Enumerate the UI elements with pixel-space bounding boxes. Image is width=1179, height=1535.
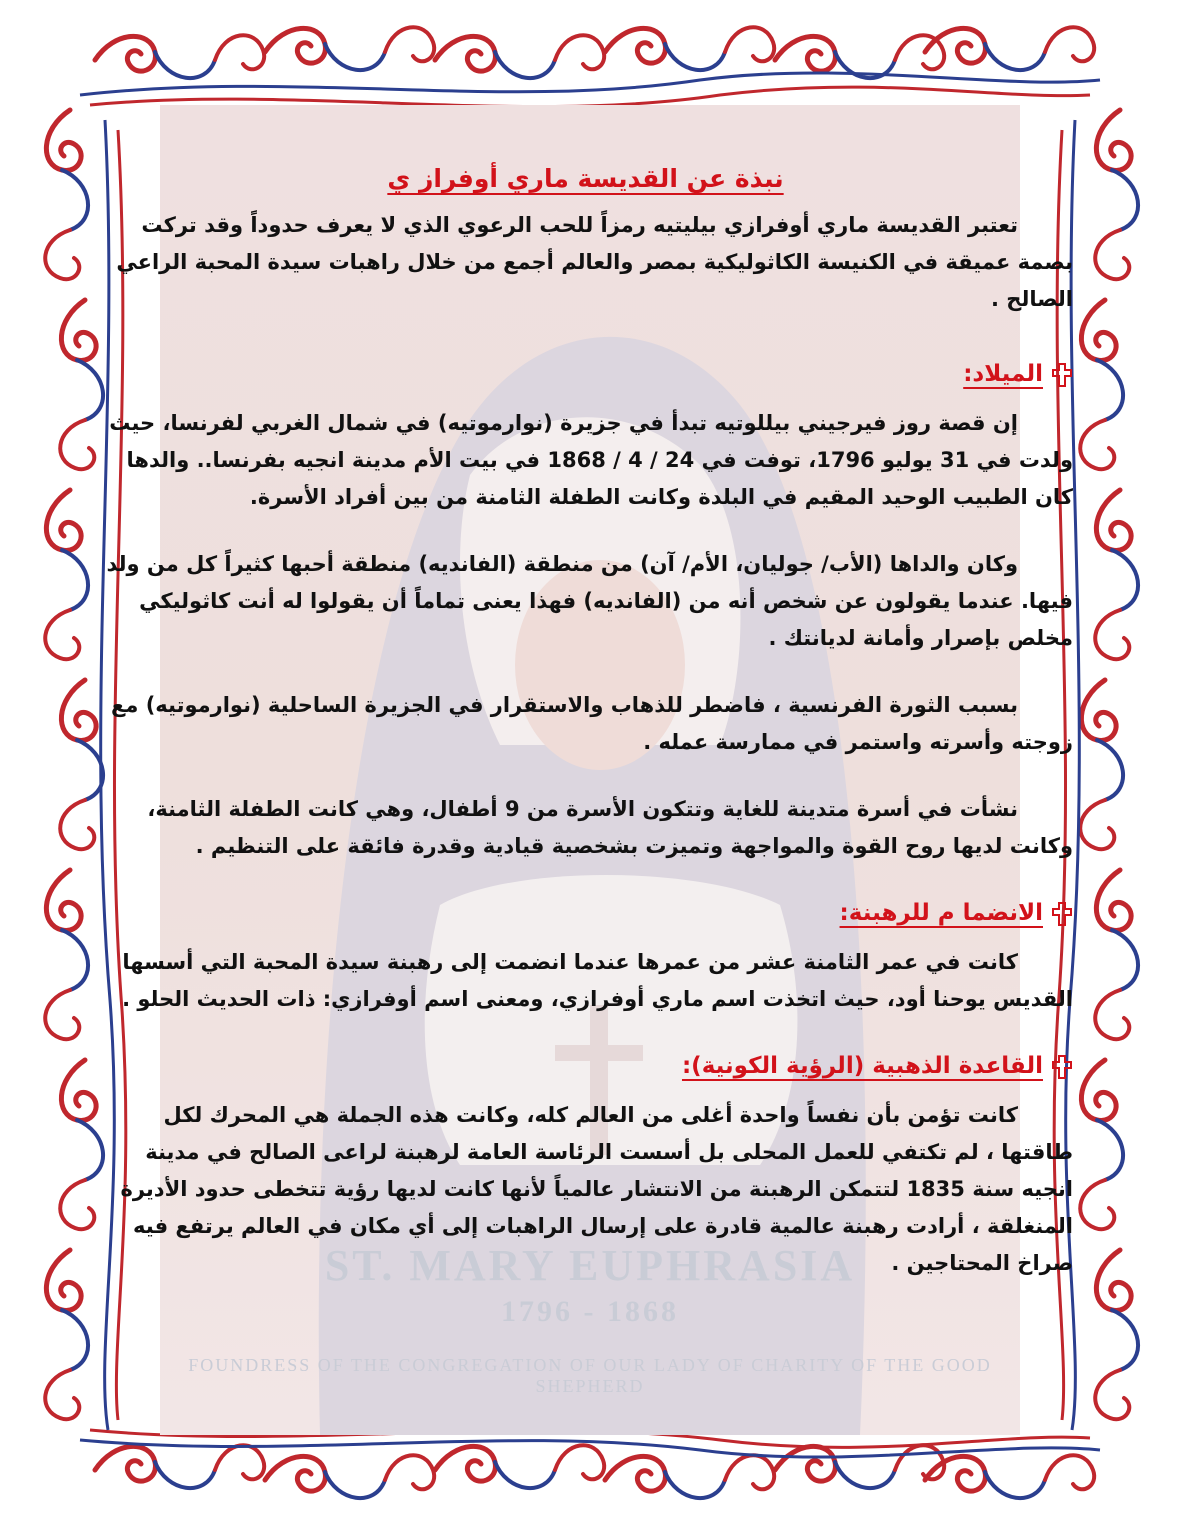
top-border — [80, 27, 1100, 106]
cross-icon — [1051, 902, 1073, 926]
article-body — [98, 160, 1073, 1312]
birth-paragraph-4: نشأت في أسرة متدينة للغاية وتتكون الأسرة من 9 أطفال، وهي كانت الطفلة الثامنة، وكانت لديها روح القوة والمواجهة وتميزت بشخصية قيادية وقدرة فائقة على التنظيم . — [147, 797, 1073, 858]
section-heading-text: القاعدة الذهبية (الرؤية الكونية): — [681, 1053, 1043, 1079]
portrait-caption-name: ST. MARY EUPHRASIA — [324, 1241, 856, 1290]
bottom-border — [80, 1430, 1100, 1498]
document-title: نبذة عن القديسة ماري أوفراز ي — [387, 164, 784, 193]
portrait-caption-subtitle: FOUNDRESS OF THE CONGREGATION OF OUR LADY OF CHARITY OF THE GOOD SHEPHERD — [188, 1355, 992, 1396]
birth-paragraph-3: بسبب الثورة الفرنسية ، فاضطر للذهاب والاستقرار في الجزيرة الساحلية (نوارموتيه) مع زوجته وأسرته واستمر في ممارسة عمله . — [111, 693, 1073, 754]
portrait-caption-years: 1796 - 1868 — [501, 1295, 679, 1328]
cross-icon — [1051, 1055, 1073, 1079]
section-heading-text: الانضما م للرهبنة: — [839, 900, 1043, 926]
intro-paragraph: تعتبر القديسة ماري أوفرازي بيليتيه رمزاً للحب الرعوي الذي لا يعرف حدوداً وقد تركت بصمة عميقة في الكنيسة الكاثوليكية بمصر والعالم أجمع من خلال راهبات سيدة المحبة الراعي الصالح . — [116, 213, 1073, 311]
cross-icon — [1051, 363, 1073, 387]
section-heading-golden-rule — [98, 1048, 1073, 1085]
section-heading-joining — [98, 895, 1073, 932]
section-heading-text: الميلاد: — [963, 361, 1043, 387]
birth-paragraph-1: إن قصة روز فيرجيني بيللوتيه تبدأ في جزيرة (نوارموتيه) في شمال الغربي لفرنسا، حيث ولدت في 31 يوليو 1796، توفت في 24 / 4 / 1868 في بيت الأم مدينة انجيه بفرنسا.. والدها كان الطبيب الوحيد المقيم في البلدة وكانت الطفلة الثامنة من بين أفراد الأسرة. — [109, 411, 1073, 509]
birth-paragraph-2: وكان والداها (الأب/ جوليان، الأم/ آن) من منطقة (الفانديه) منطقة أحبها كثيراً كل من ولد فيها. عندما يقولون عن شخص أنه من (الفانديه) فهذا يعنى تماماً أن يقولوا له أنت كاثوليكي مخلص بإصرار وأمانة لديانتك . — [106, 552, 1073, 650]
section-heading-birth — [98, 356, 1073, 393]
golden-rule-paragraph: كانت تؤمن بأن نفساً واحدة أغلى من العالم كله، وكانت هذه الجملة هي المحرك لكل طاقتها ، لم تكتفي للعمل المحلى بل أسست الرئاسة العامة لرهبنة لراعى الصالح في مدينة انجيه سنة 1835 لتتمكن الرهبنة من الانتشار عالمياً لأنها كانت لديها رؤية تتخطى حدود الأديرة المنغلقة ، أرادت رهبنة عالمية قادرة على إرسال الراهبات إلى أي مكان في العالم يرتفع فيه صراخ المحتاجين . — [120, 1103, 1073, 1275]
joining-paragraph: كانت في عمر الثامنة عشر من عمرها عندما انضمت إلى رهبنة سيدة المحبة التي أسسها القديس يوحنا أود، حيث اتخذت اسم ماري أوفرازي، ومعنى اسم أوفرازي: ذات الحديث الحلو . — [122, 950, 1073, 1011]
